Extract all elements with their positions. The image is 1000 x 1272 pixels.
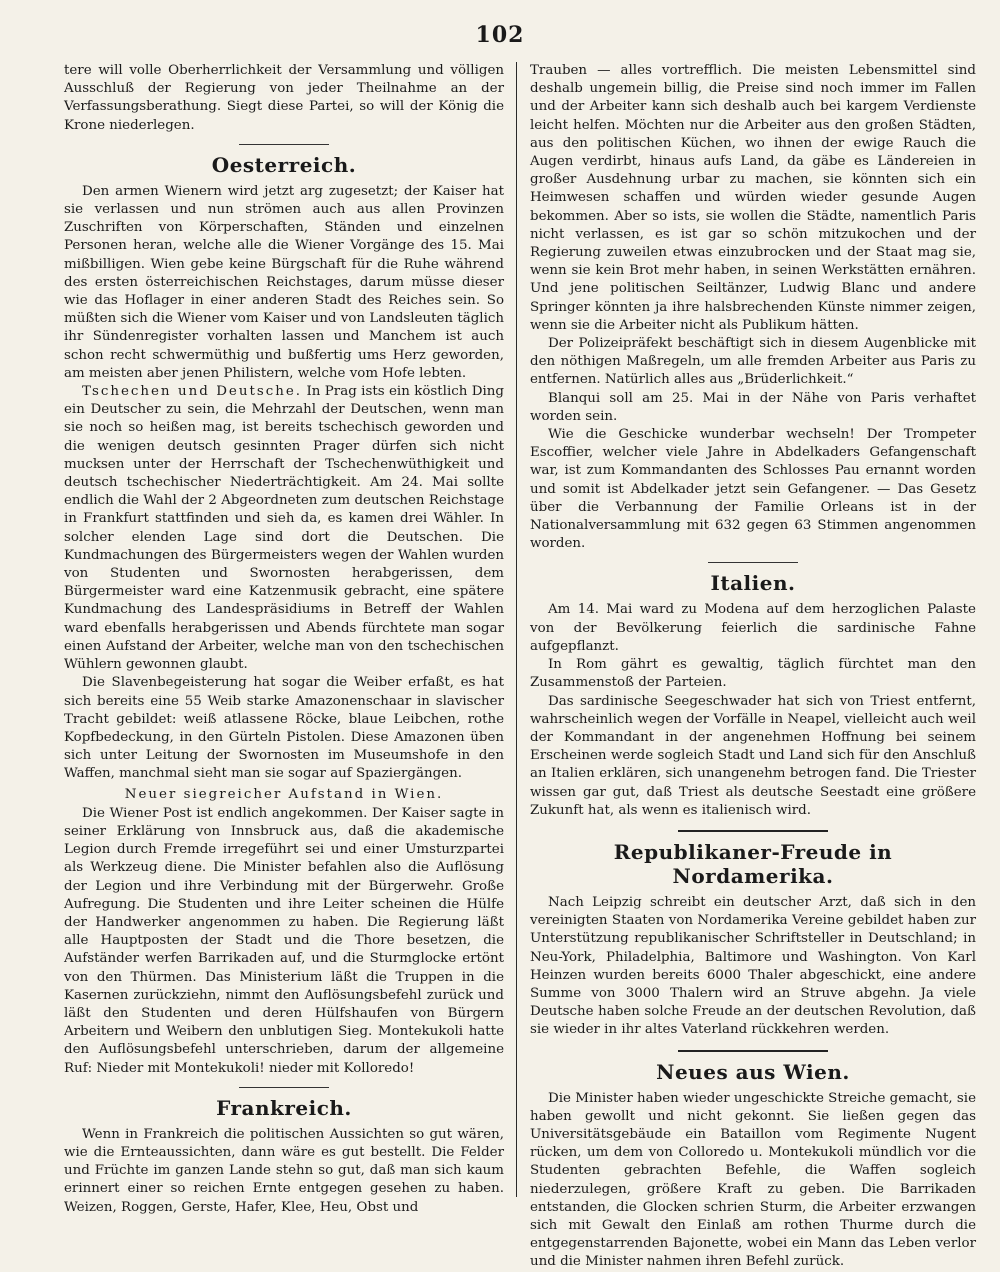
frankreich-continued-2: Der Polizeipräfekt beschäftigt sich in diesem Augenblicke mit den nöthigen Maßregeln, um alle fremden Arbeiter aus Paris zu entfernen. Natürlich alles aus „Brüderlichkeit.“ bbox=[530, 336, 976, 388]
wien-paragraph-1: Die Minister haben wieder ungeschickte Streiche gemacht, sie haben gewollt und nicht gekonnt. Sie ließen gegen das Universitätsgebäude ein Bataillon vom Regimente Nugent rücken, um dem von Colloredo u. Montekukoli mündlich vor die Studenten gebrachten Befehle, die Waffen sogleich niederzulegen, größere Kraft zu geben. Die Barrikaden entstanden, die Glocken schrien Sturm, die Arbeiter erzwangen sich mit Gewalt den Einlaß am rothen Thurme durch die entgegenstarrenden Bajonette, wobei ein Mann das Leben verlor und die Minister nahmen ihren Befehl zurück. bbox=[530, 1090, 976, 1270]
section-divider bbox=[239, 144, 329, 145]
section-divider bbox=[678, 830, 828, 832]
tschechen-text: In Prag ists ein köstlich Ding ein Deutscher zu sein, die Mehrzahl der Deutschen, wenn man sie noch so heißen mag, ist bereits tschechisch geworden und die wenigen deutsch gesinnten Prager dürfen sich nicht mucksen unter der Herrschaft der Tschechenwüthigkeit und deutsch tschechischer Niederträchtigkeit. Am 24. Mai sollte endlich die Wahl der 2 Abgeordneten zum deutschen Reichstage in Frankfurt stattfinden und sieh da, es kamen drei Wähler. In solcher elenden Lage sind dort die Deutschen. Die Kundmachungen des Bürgermeisters wegen der Wahlen wurden von Studenten und Swornosten herabgerissen, dem Bürgermeister ward eine Katzenmusik gebracht, eine spätere Kundmachung des Landespräsidiums in Betreff der Wahlen ward ebenfalls herabgerissen und Abends fürchtete man sogar einen Aufstand der Arbeiter, welche man von den tschechischen Wühlern gewonnen glaubt. bbox=[64, 384, 504, 673]
oesterreich-paragraph-3: Die Slavenbegeisterung hat sogar die Weiber erfaßt, es hat sich bereits eine 55 Weib starke Amazonenschaar in slavischer Tracht gebildet: weiß atlassene Röcke, blaue Leibchen, rothe Kopfbedeckung, in den Gürteln Pistolen. Diese Amazonen üben sich unter Leitung der Swornosten im Museumshofe in den Waffen, manchmal sieht man sie sogar auf Spaziergängen. bbox=[64, 675, 504, 782]
heading-italien: Italien. bbox=[710, 571, 796, 596]
right-column bbox=[530, 62, 976, 1272]
frankreich-continued-1: Trauben — alles vortrefflich. Die meisten Lebensmittel sind deshalb ungemein billig, die Preise sind noch immer im Fallen und der Arbeiter kann sich deshalb auch bei kargem Verdienste leicht helfen. Möchten nur die Arbeiter aus den großen Städten, aus den politischen Küchen, wo ihnen der ewige Rauch die Augen verdirbt, hinaus aufs Land, da gäbe es Ländereien in großer Ausdehnung urbar zu machen, sie könnten sich ein Heimwesen schaffen und würden wieder gesunde Augen bekommen. Aber so ists, sie wollen die Städte, namentlich Paris nicht verlassen, es ist gar so schön mitzukochen und der Regierung zuweilen etwas einzubrocken und der Staat mag sie, wenn sie kein Brot mehr haben, in seinen Werkstätten ernähren. Und jene politischen Seiltänzer, Ludwig Blanc und andere Springer könnten ja ihre halsbrechenden Künste nimmer zeigen, wenn sie die Arbeiter nicht als Publikum hätten. bbox=[530, 63, 976, 333]
section-divider bbox=[678, 1050, 828, 1052]
subsection-title-aufstand: Neuer siegreicher Aufstand in Wien. bbox=[124, 786, 444, 802]
frankreich-continued-4: Wie die Geschicke wunderbar wechseln! Der Trompeter Escoffier, welcher viele Jahre in Abdelkaders Gefangenschaft war, ist zum Kommandanten des Schlosses Pau ernannt worden und somit ist Abdelkader jetzt sein Gefangener. — Das Gesetz über die Verbannung der Familie Orleans ist in der Nationalversammlung mit 632 gegen 63 Stimmen angenommen worden. bbox=[530, 427, 976, 552]
italien-paragraph-3: Das sardinische Seegeschwader hat sich von Triest entfernt, wahrscheinlich wegen der Vorfälle in Neapel, vielleicht auch weil der Kommandant in der angenehmen Hoffnung bei seinem Erscheinen werde sogleich Stadt und Land sich für den Anschluß an Italien erklären, sich unangenehm betrogen fand. Die Triester wissen gar gut, daß Triest als deutsche Seestadt eine größere Zukunft hat, als wenn es italienisch wird. bbox=[530, 693, 976, 818]
heading-oesterreich: Oesterreich. bbox=[211, 152, 357, 177]
heading-frankreich: Frankreich. bbox=[216, 1095, 352, 1120]
nordamerika-paragraph-1: Nach Leipzig schreibt ein deutscher Arzt, daß sich in den vereinigten Staaten von Nordamerika Vereine gebildet haben zur Unterstützung republikanischer Schriftsteller in Deutschland; in Neu-York, Philadelphia, Baltimore und Washington. Von Karl Heinzen wurden bereits 6000 Thaler abgeschickt, eine andere Summe von 3000 Thalern wird an Struve abgehn. Ja viele Deutsche haben solche Freude an der deutschen Revolution, daß sie wieder in ihr altes Vaterland rückkehren werden. bbox=[530, 894, 976, 1038]
intro-paragraph: tere will volle Oberherrlichkeit der Versammlung und völligen Ausschluß der Regierung von jeder Theilnahme an der Verfassungsberathung. Siegt diese Partei, so will der König die Krone niederlegen. bbox=[64, 63, 504, 133]
oesterreich-paragraph-4: Die Wiener Post ist endlich angekommen. Der Kaiser sagte in seiner Erklärung von Innsbruck aus, daß die akademische Legion durch Fremde irregeführt sei und einer Umsturzpartei als Werkzeug diene. Die Minister befahlen also die Auflösung der Legion und ihre Verbindung mit der Bürgerwehr. Große Aufregung. Die Studenten und ihre Leiter scheinen die Hülfe der Handwerker angenommen zu haben. Die Regierung läßt alle Hauptposten der Stadt und die Thore besetzen, die Aufständer werfen Barrikaden auf, und die Sturmglocke ertönt von den Thürmen. Das Ministerium läßt die Truppen in die Kasernen zurückziehn, nimmt den Auflösungsbefehl zurück und läßt den Studenten und deren Hülfshaufen von Bürgern Arbeitern und Weibern den unblutigen Sieg. Montekukoli hatte den Auflösungsbefehl unterschrieben, darum der allgemeine Ruf: Nieder mit Montekukoli! nieder mit Kolloredo! bbox=[64, 805, 504, 1076]
left-column bbox=[64, 62, 504, 1217]
section-divider bbox=[708, 562, 798, 563]
frankreich-continued-3: Blanqui soll am 25. Mai in der Nähe von Paris verhaftet worden sein. bbox=[530, 390, 976, 424]
section-divider bbox=[239, 1087, 329, 1088]
oesterreich-paragraph-2 bbox=[64, 383, 504, 674]
italien-paragraph-2: In Rom gährt es gewaltig, täglich fürchtet man den Zusammenstoß der Parteien. bbox=[530, 657, 976, 691]
subsection-title-tschechen: Tschechen und Deutsche. bbox=[82, 384, 303, 400]
column-divider bbox=[516, 62, 517, 1197]
page-number: 102 bbox=[475, 22, 525, 48]
heading-nordamerika: Republikaner-Freude in Nordamerika. bbox=[613, 839, 893, 888]
frankreich-paragraph-1: Wenn in Frankreich die politischen Aussichten so gut wären, wie die Ernteaussichten, dann wäre es gut bestellt. Die Felder und Früchte im ganzen Lande stehn so gut, daß man sich kaum erinnert einer so reichen Ernte entgegen gesehen zu haben. Weizen, Roggen, Gerste, Hafer, Klee, Heu, Obst und bbox=[64, 1126, 504, 1215]
italien-paragraph-1: Am 14. Mai ward zu Modena auf dem herzoglichen Palaste von der Bevölkerung feierlich die sardinische Fahne aufgepflanzt. bbox=[530, 602, 976, 654]
heading-wien: Neues aus Wien. bbox=[656, 1059, 850, 1084]
oesterreich-paragraph-1: Den armen Wienern wird jetzt arg zugesetzt; der Kaiser hat sie verlassen und nun strömen auch aus allen Provinzen Zuschriften von Körperschaften, Ständen und einzelnen Personen heran, welche alle die Wiener Vorgänge des 15. Mai mißbilligen. Wien gebe keine Bürgschaft für die Ruhe während des ersten österreichischen Reichstages, darum müsse dieser wie das Hoflager in einer anderen Stadt des Reiches sein. So müßten sich die Wiener vom Kaiser und von Landsleuten täglich ihr Sündenregister vorhalten lassen und Manchem ist auch schon recht schwermüthig und bußfertig ums Herz geworden, am meisten aber jenen Philistern, welche vom Hofe lebten. bbox=[64, 183, 504, 381]
